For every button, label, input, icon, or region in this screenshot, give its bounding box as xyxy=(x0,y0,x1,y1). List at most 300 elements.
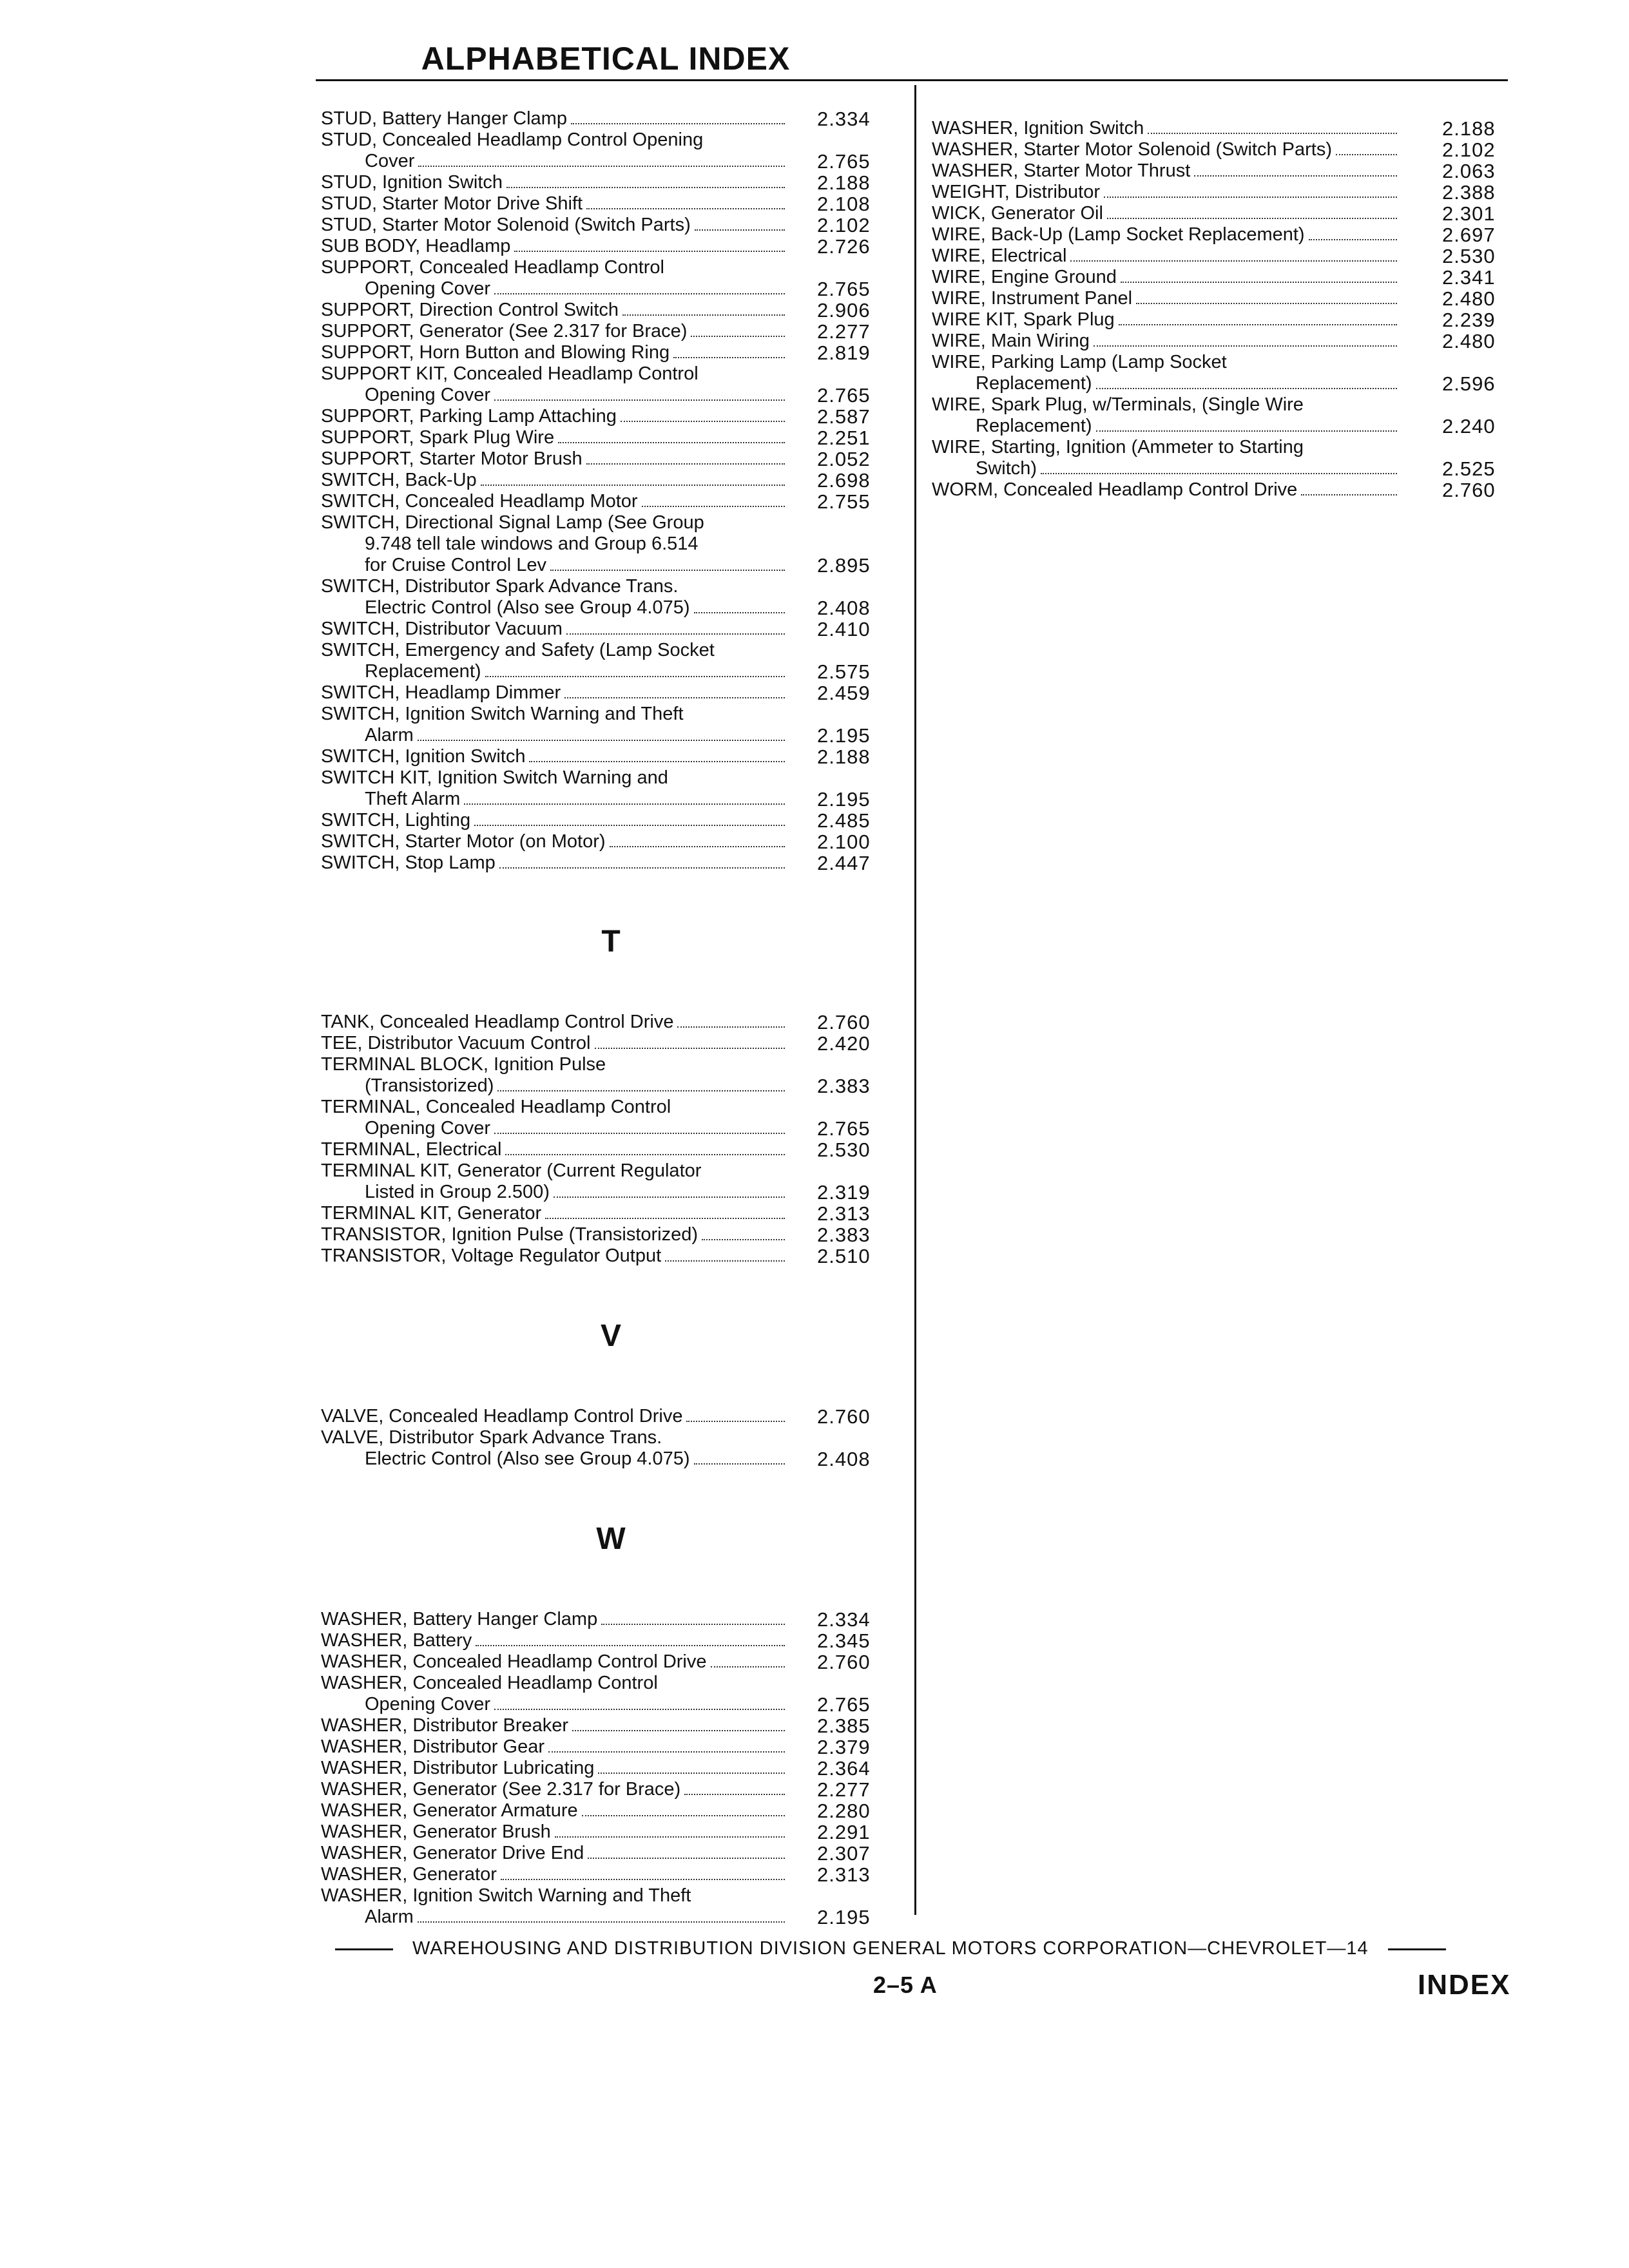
index-entry xyxy=(321,1779,901,1800)
entry-text: SWITCH, Distributor Vacuum xyxy=(321,619,563,639)
leader-dots xyxy=(558,442,785,443)
leader-dots xyxy=(476,1645,785,1646)
entry-page-number: 2.485 xyxy=(817,809,871,832)
entry-page-number: 2.410 xyxy=(817,618,871,640)
entry-text: Theft Alarm xyxy=(365,789,461,809)
entry-text: Replacement) xyxy=(976,373,1092,394)
leader-dots xyxy=(506,187,785,188)
leader-dots xyxy=(1121,282,1397,283)
leader-dots xyxy=(601,1624,785,1625)
entry-page-number: 2.334 xyxy=(817,108,871,130)
entry-text: WEIGHT, Distributor xyxy=(932,182,1101,202)
leader-dots xyxy=(691,336,785,337)
entry-text: WORM, Concealed Headlamp Control Drive xyxy=(932,479,1298,500)
index-entry xyxy=(932,139,1513,160)
entry-page-number: 2.239 xyxy=(1442,309,1496,331)
entry-page-number: 2.408 xyxy=(817,597,871,619)
entry-text: WIRE, Spark Plug, w/Terminals, (Single Wire xyxy=(932,394,1304,415)
index-entry xyxy=(321,576,901,619)
index-entry xyxy=(932,245,1513,267)
entry-page-number: 2.251 xyxy=(817,427,871,449)
page-number: 2–5 A xyxy=(873,1972,938,1998)
entry-text: TEE, Distributor Vacuum Control xyxy=(321,1033,591,1053)
entry-page-number: 2.385 xyxy=(817,1715,871,1737)
page-title: ALPHABETICAL INDEX xyxy=(421,41,791,77)
entry-page-number: 2.364 xyxy=(817,1757,871,1780)
entry-page-number: 2.301 xyxy=(1442,202,1496,225)
entry-text: TERMINAL KIT, Generator (Current Regulator xyxy=(321,1160,702,1181)
entry-text: SUPPORT, Spark Plug Wire xyxy=(321,427,555,448)
index-entry xyxy=(932,352,1513,394)
entry-text: Replacement) xyxy=(976,416,1092,436)
entry-text: WASHER, Concealed Headlamp Control Drive xyxy=(321,1651,707,1672)
entry-page-number: 2.307 xyxy=(817,1842,871,1865)
leader-dots xyxy=(1336,154,1397,155)
leader-dots xyxy=(494,1709,785,1710)
entry-text: STUD, Battery Hanger Clamp xyxy=(321,108,567,129)
entry-page-number: 2.575 xyxy=(817,660,871,683)
leader-dots xyxy=(582,1815,785,1816)
entry-text: WASHER, Distributor Gear xyxy=(321,1736,545,1757)
index-entry xyxy=(932,394,1513,437)
entry-text: SUPPORT, Starter Motor Brush xyxy=(321,448,583,469)
w-entries-list xyxy=(321,1609,901,1928)
entry-page-number: 2.313 xyxy=(817,1863,871,1886)
leader-dots xyxy=(418,1921,785,1923)
leader-dots xyxy=(571,123,785,124)
index-entry xyxy=(321,300,901,321)
leader-dots xyxy=(677,1026,785,1028)
index-entry xyxy=(321,406,901,427)
entry-text: STUD, Starter Motor Solenoid (Switch Parts) xyxy=(321,215,691,235)
leader-dots xyxy=(702,1239,785,1240)
leader-dots xyxy=(595,1048,785,1049)
leader-dots xyxy=(554,1196,785,1198)
entry-text: SUPPORT, Concealed Headlamp Control xyxy=(321,257,665,278)
leader-dots xyxy=(610,846,785,847)
leader-dots xyxy=(494,1133,785,1134)
column-divider xyxy=(914,85,916,1915)
entry-text: SWITCH, Directional Signal Lamp (See Group xyxy=(321,512,704,533)
leader-dots xyxy=(1041,473,1397,474)
index-entry xyxy=(321,1139,901,1160)
index-entry xyxy=(321,619,901,640)
index-entry xyxy=(321,640,901,682)
leader-dots xyxy=(694,1463,785,1465)
entry-text: SWITCH KIT, Ignition Switch Warning and xyxy=(321,767,668,788)
entry-page-number: 2.819 xyxy=(817,341,871,364)
leader-dots xyxy=(673,357,785,358)
leader-dots xyxy=(621,421,785,422)
leader-dots xyxy=(1148,133,1397,134)
entry-text: SWITCH, Headlamp Dimmer xyxy=(321,682,561,703)
index-entry xyxy=(321,1630,901,1651)
entry-page-number: 2.765 xyxy=(817,1693,871,1716)
leader-dots xyxy=(588,1858,785,1859)
index-entry xyxy=(932,288,1513,309)
entry-page-number: 2.420 xyxy=(817,1032,871,1055)
entry-text: Alarm xyxy=(365,725,414,745)
entry-page-number: 2.102 xyxy=(1442,139,1496,161)
index-entry xyxy=(321,1800,901,1821)
entry-page-number: 2.280 xyxy=(817,1800,871,1822)
entry-text: Replacement) xyxy=(365,661,481,682)
index-entry xyxy=(321,1012,901,1033)
entry-text: Opening Cover xyxy=(365,1118,491,1139)
entry-text: SUPPORT, Direction Control Switch xyxy=(321,300,619,320)
entry-text: WASHER, Generator Drive End xyxy=(321,1843,584,1863)
entry-page-number: 2.596 xyxy=(1442,372,1496,395)
entry-text: TANK, Concealed Headlamp Control Drive xyxy=(321,1012,674,1032)
index-entry xyxy=(321,1758,901,1779)
leader-dots xyxy=(665,1260,785,1262)
leader-dots xyxy=(529,761,785,762)
entry-text: Opening Cover xyxy=(365,1694,491,1715)
index-entry xyxy=(321,1427,901,1470)
entry-text: WASHER, Distributor Lubricating xyxy=(321,1758,595,1778)
entry-page-number: 2.760 xyxy=(1442,479,1496,501)
entry-text: WASHER, Ignition Switch Warning and Theft xyxy=(321,1885,691,1906)
entry-page-number: 2.755 xyxy=(817,490,871,513)
entry-text: SWITCH, Starter Motor (on Motor) xyxy=(321,831,606,852)
entry-text: SWITCH, Stop Lamp xyxy=(321,852,496,873)
entry-text: WIRE, Instrument Panel xyxy=(932,288,1133,309)
entry-text: WICK, Generator Oil xyxy=(932,203,1103,224)
entry-text: SWITCH, Distributor Spark Advance Trans. xyxy=(321,576,679,597)
entry-page-number: 2.906 xyxy=(817,299,871,322)
index-entry xyxy=(321,215,901,236)
footer-rule-right xyxy=(1388,1948,1446,1950)
leader-dots xyxy=(497,1090,785,1091)
leader-dots xyxy=(572,1730,785,1731)
entry-page-number: 2.345 xyxy=(817,1629,871,1652)
entry-text: Alarm xyxy=(365,1907,414,1927)
entry-page-number: 2.765 xyxy=(817,1117,871,1140)
leader-dots xyxy=(1194,175,1397,177)
entry-page-number: 2.334 xyxy=(817,1608,871,1631)
leader-dots xyxy=(548,1751,785,1753)
entry-text: WIRE, Back-Up (Lamp Socket Replacement) xyxy=(932,224,1305,245)
entry-page-number: 2.697 xyxy=(1442,224,1496,246)
entry-page-number: 2.108 xyxy=(817,193,871,215)
entry-page-number: 2.195 xyxy=(817,724,871,747)
leader-dots xyxy=(586,463,785,465)
entry-text: SUPPORT KIT, Concealed Headlamp Control xyxy=(321,363,699,384)
leader-dots xyxy=(418,740,785,741)
entry-text: WASHER, Generator Armature xyxy=(321,1800,578,1821)
leader-dots xyxy=(1309,239,1397,240)
entry-text: STUD, Concealed Headlamp Control Opening xyxy=(321,130,704,150)
index-entry xyxy=(932,267,1513,288)
index-entry xyxy=(321,321,901,342)
index-entry xyxy=(932,160,1513,182)
entry-page-number: 2.277 xyxy=(817,320,871,343)
entry-page-number: 2.760 xyxy=(817,1405,871,1428)
entry-text: TERMINAL KIT, Generator xyxy=(321,1203,542,1224)
section-heading-v: V xyxy=(600,1319,621,1353)
entry-page-number: 2.383 xyxy=(817,1224,871,1246)
index-entry xyxy=(932,309,1513,331)
v-entries-list xyxy=(321,1406,901,1470)
entry-page-number: 2.530 xyxy=(1442,245,1496,267)
entry-page-number: 2.291 xyxy=(817,1821,871,1843)
index-entry xyxy=(321,1651,901,1673)
entry-text: VALVE, Concealed Headlamp Control Drive xyxy=(321,1406,683,1427)
entry-page-number: 2.765 xyxy=(817,150,871,173)
entry-page-number: 2.765 xyxy=(817,278,871,300)
leader-dots xyxy=(418,166,785,167)
index-entry xyxy=(321,1224,901,1245)
leader-dots xyxy=(586,208,785,209)
entry-text: (Transistorized) xyxy=(365,1075,494,1096)
leader-dots xyxy=(505,1154,785,1155)
footer-rule-left xyxy=(335,1948,393,1950)
entry-text: WASHER, Starter Motor Thrust xyxy=(932,160,1191,181)
entry-page-number: 2.525 xyxy=(1442,457,1496,480)
leader-dots xyxy=(1104,197,1397,198)
leader-dots xyxy=(622,314,785,316)
leader-dots xyxy=(555,1836,785,1838)
entry-page-number: 2.195 xyxy=(817,788,871,811)
leader-dots xyxy=(474,825,785,826)
index-entry xyxy=(321,682,901,704)
index-entry xyxy=(321,1160,901,1203)
entry-text: SWITCH, Ignition Switch xyxy=(321,746,526,767)
entry-text: WIRE, Parking Lamp (Lamp Socket xyxy=(932,352,1227,372)
entry-text: TERMINAL, Electrical xyxy=(321,1139,502,1160)
index-entry xyxy=(321,810,901,831)
entry-text: TRANSISTOR, Ignition Pulse (Transistorized) xyxy=(321,1224,699,1245)
entry-text: Opening Cover xyxy=(365,385,491,405)
entry-text: SUPPORT, Generator (See 2.317 for Brace) xyxy=(321,321,688,341)
entry-page-number: 2.760 xyxy=(817,1651,871,1673)
index-entry xyxy=(932,203,1513,224)
entry-text: SWITCH, Lighting xyxy=(321,810,471,831)
entry-text: SUPPORT, Parking Lamp Attaching xyxy=(321,406,617,427)
leader-dots xyxy=(1070,260,1397,262)
leader-dots xyxy=(550,570,785,571)
index-entry xyxy=(932,331,1513,352)
index-entry xyxy=(321,470,901,491)
leader-dots xyxy=(695,229,785,231)
leader-dots xyxy=(684,1794,785,1795)
entry-text: STUD, Starter Motor Drive Shift xyxy=(321,193,583,214)
entry-text: for Cruise Control Lev xyxy=(365,555,547,575)
entry-text: STUD, Ignition Switch xyxy=(321,172,503,193)
index-entry xyxy=(321,704,901,746)
entry-text: WASHER, Battery xyxy=(321,1630,472,1651)
entry-text: WASHER, Ignition Switch xyxy=(932,118,1144,139)
leader-dots xyxy=(499,867,785,869)
index-entry xyxy=(321,108,901,130)
entry-page-number: 2.341 xyxy=(1442,266,1496,289)
leader-dots xyxy=(485,676,785,677)
index-entry xyxy=(321,193,901,215)
leader-dots xyxy=(501,1879,785,1880)
index-entry xyxy=(321,831,901,852)
index-entry xyxy=(321,236,901,257)
entry-page-number: 2.102 xyxy=(817,214,871,236)
entry-page-number: 2.063 xyxy=(1442,160,1496,182)
entry-page-number: 2.319 xyxy=(817,1181,871,1204)
leader-dots xyxy=(481,485,785,486)
leader-dots xyxy=(514,251,785,252)
index-entry xyxy=(321,1885,901,1928)
entry-page-number: 2.530 xyxy=(817,1139,871,1161)
leader-dots xyxy=(1094,345,1397,347)
entry-page-number: 2.188 xyxy=(817,171,871,194)
index-entry xyxy=(321,427,901,448)
index-entry xyxy=(321,1715,901,1736)
entry-text: SUPPORT, Horn Button and Blowing Ring xyxy=(321,342,670,363)
index-entry xyxy=(321,1097,901,1139)
entry-text: WASHER, Generator xyxy=(321,1864,497,1885)
title-rule xyxy=(316,79,1508,81)
entry-text: Cover xyxy=(365,151,415,171)
entry-text: Listed in Group 2.500) xyxy=(365,1182,550,1202)
entry-page-number: 2.388 xyxy=(1442,181,1496,204)
leader-dots xyxy=(694,612,785,613)
entry-page-number: 2.760 xyxy=(817,1011,871,1033)
leader-dots xyxy=(711,1666,785,1667)
right-entries-list xyxy=(932,118,1513,501)
entry-page-number: 2.510 xyxy=(817,1245,871,1267)
entry-page-number: 2.195 xyxy=(817,1906,871,1928)
index-entry xyxy=(932,224,1513,245)
entry-text: 9.748 tell tale windows and Group 6.514 xyxy=(365,533,699,554)
index-entry xyxy=(321,746,901,767)
index-entry xyxy=(321,1054,901,1097)
entry-text: TERMINAL BLOCK, Ignition Pulse xyxy=(321,1054,606,1075)
index-entry xyxy=(932,479,1513,501)
leader-dots xyxy=(1119,324,1397,325)
entry-page-number: 2.765 xyxy=(817,384,871,407)
leader-dots xyxy=(494,293,785,294)
s-entries-list xyxy=(321,108,901,874)
leader-dots xyxy=(464,803,785,805)
entry-text: WIRE, Main Wiring xyxy=(932,331,1090,351)
entry-text: WIRE, Electrical xyxy=(932,245,1067,266)
entry-page-number: 2.698 xyxy=(817,469,871,492)
entry-text: WASHER, Concealed Headlamp Control xyxy=(321,1673,658,1693)
entry-page-number: 2.188 xyxy=(1442,117,1496,140)
entry-page-number: 2.480 xyxy=(1442,287,1496,310)
entry-page-number: 2.379 xyxy=(817,1736,871,1758)
left-column xyxy=(321,108,901,1928)
entry-page-number: 2.383 xyxy=(817,1075,871,1097)
entry-text: WIRE, Engine Ground xyxy=(932,267,1117,287)
entry-text: SWITCH, Concealed Headlamp Motor xyxy=(321,491,638,512)
t-entries-list xyxy=(321,1012,901,1267)
leader-dots xyxy=(1107,218,1397,219)
index-entry xyxy=(321,1843,901,1864)
footer-publisher: WAREHOUSING AND DISTRIBUTION DIVISION GENERAL MOTORS CORPORATION—CHEVROLET—14 xyxy=(412,1938,1369,1959)
entry-text: WASHER, Starter Motor Solenoid (Switch Parts) xyxy=(932,139,1332,160)
section-heading-t: T xyxy=(601,925,621,959)
entry-text: SUB BODY, Headlamp xyxy=(321,236,511,256)
index-entry xyxy=(321,130,901,172)
index-entry xyxy=(932,118,1513,139)
leader-dots xyxy=(566,633,785,635)
index-entry xyxy=(321,172,901,193)
entry-text: TRANSISTOR, Voltage Regulator Output xyxy=(321,1245,662,1266)
entry-text: WASHER, Battery Hanger Clamp xyxy=(321,1609,598,1629)
entry-page-number: 2.277 xyxy=(817,1778,871,1801)
entry-page-number: 2.313 xyxy=(817,1202,871,1225)
entry-page-number: 2.587 xyxy=(817,405,871,428)
entry-text: Electric Control (Also see Group 4.075) xyxy=(365,1448,690,1469)
entry-text: Switch) xyxy=(976,458,1037,479)
entry-page-number: 2.459 xyxy=(817,682,871,704)
footer xyxy=(335,1938,1508,1959)
index-entry xyxy=(321,1864,901,1885)
index-entry xyxy=(321,1736,901,1758)
entry-text: WIRE KIT, Spark Plug xyxy=(932,309,1115,330)
index-entry xyxy=(321,1673,901,1715)
leader-dots xyxy=(686,1421,785,1422)
entry-text: SWITCH, Ignition Switch Warning and Theft xyxy=(321,704,684,724)
index-entry xyxy=(321,448,901,470)
entry-text: WASHER, Generator (See 2.317 for Brace) xyxy=(321,1779,681,1800)
entry-text: SWITCH, Emergency and Safety (Lamp Socket xyxy=(321,640,715,660)
entry-page-number: 2.100 xyxy=(817,831,871,853)
entry-text: WIRE, Starting, Ignition (Ammeter to Starting xyxy=(932,437,1304,457)
entry-page-number: 2.726 xyxy=(817,235,871,258)
entry-page-number: 2.447 xyxy=(817,852,871,874)
index-entry xyxy=(321,852,901,874)
entry-page-number: 2.480 xyxy=(1442,330,1496,352)
leader-dots xyxy=(1096,388,1397,389)
leader-dots xyxy=(598,1773,785,1774)
leader-dots xyxy=(545,1218,785,1219)
index-entry xyxy=(321,1033,901,1054)
entry-text: WASHER, Distributor Breaker xyxy=(321,1715,569,1736)
entry-text: VALVE, Distributor Spark Advance Trans. xyxy=(321,1427,662,1448)
index-entry xyxy=(321,491,901,512)
entry-page-number: 2.895 xyxy=(817,554,871,577)
index-entry xyxy=(321,363,901,406)
index-entry xyxy=(321,1821,901,1843)
index-entry xyxy=(321,257,901,300)
leader-dots xyxy=(564,697,785,698)
entry-text: SWITCH, Back-Up xyxy=(321,470,477,490)
right-column xyxy=(932,118,1513,501)
leader-dots xyxy=(1096,430,1397,432)
leader-dots xyxy=(642,506,785,507)
index-entry xyxy=(321,767,901,810)
entry-text: Electric Control (Also see Group 4.075) xyxy=(365,597,690,618)
index-entry xyxy=(321,1203,901,1224)
leader-dots xyxy=(494,399,785,401)
index-entry xyxy=(321,1609,901,1630)
index-entry xyxy=(932,437,1513,479)
index-entry xyxy=(932,182,1513,203)
entry-page-number: 2.408 xyxy=(817,1448,871,1470)
index-entry xyxy=(321,1406,901,1427)
index-entry xyxy=(321,512,901,576)
section-label: INDEX xyxy=(1418,1969,1511,2001)
index-entry xyxy=(321,342,901,363)
leader-dots xyxy=(1301,494,1397,495)
leader-dots xyxy=(1136,303,1397,304)
section-heading-w: W xyxy=(596,1522,626,1556)
entry-text: TERMINAL, Concealed Headlamp Control xyxy=(321,1097,671,1117)
entry-text: Opening Cover xyxy=(365,278,491,299)
index-entry xyxy=(321,1245,901,1267)
entry-page-number: 2.188 xyxy=(817,745,871,768)
entry-page-number: 2.240 xyxy=(1442,415,1496,437)
entry-text: WASHER, Generator Brush xyxy=(321,1821,551,1842)
